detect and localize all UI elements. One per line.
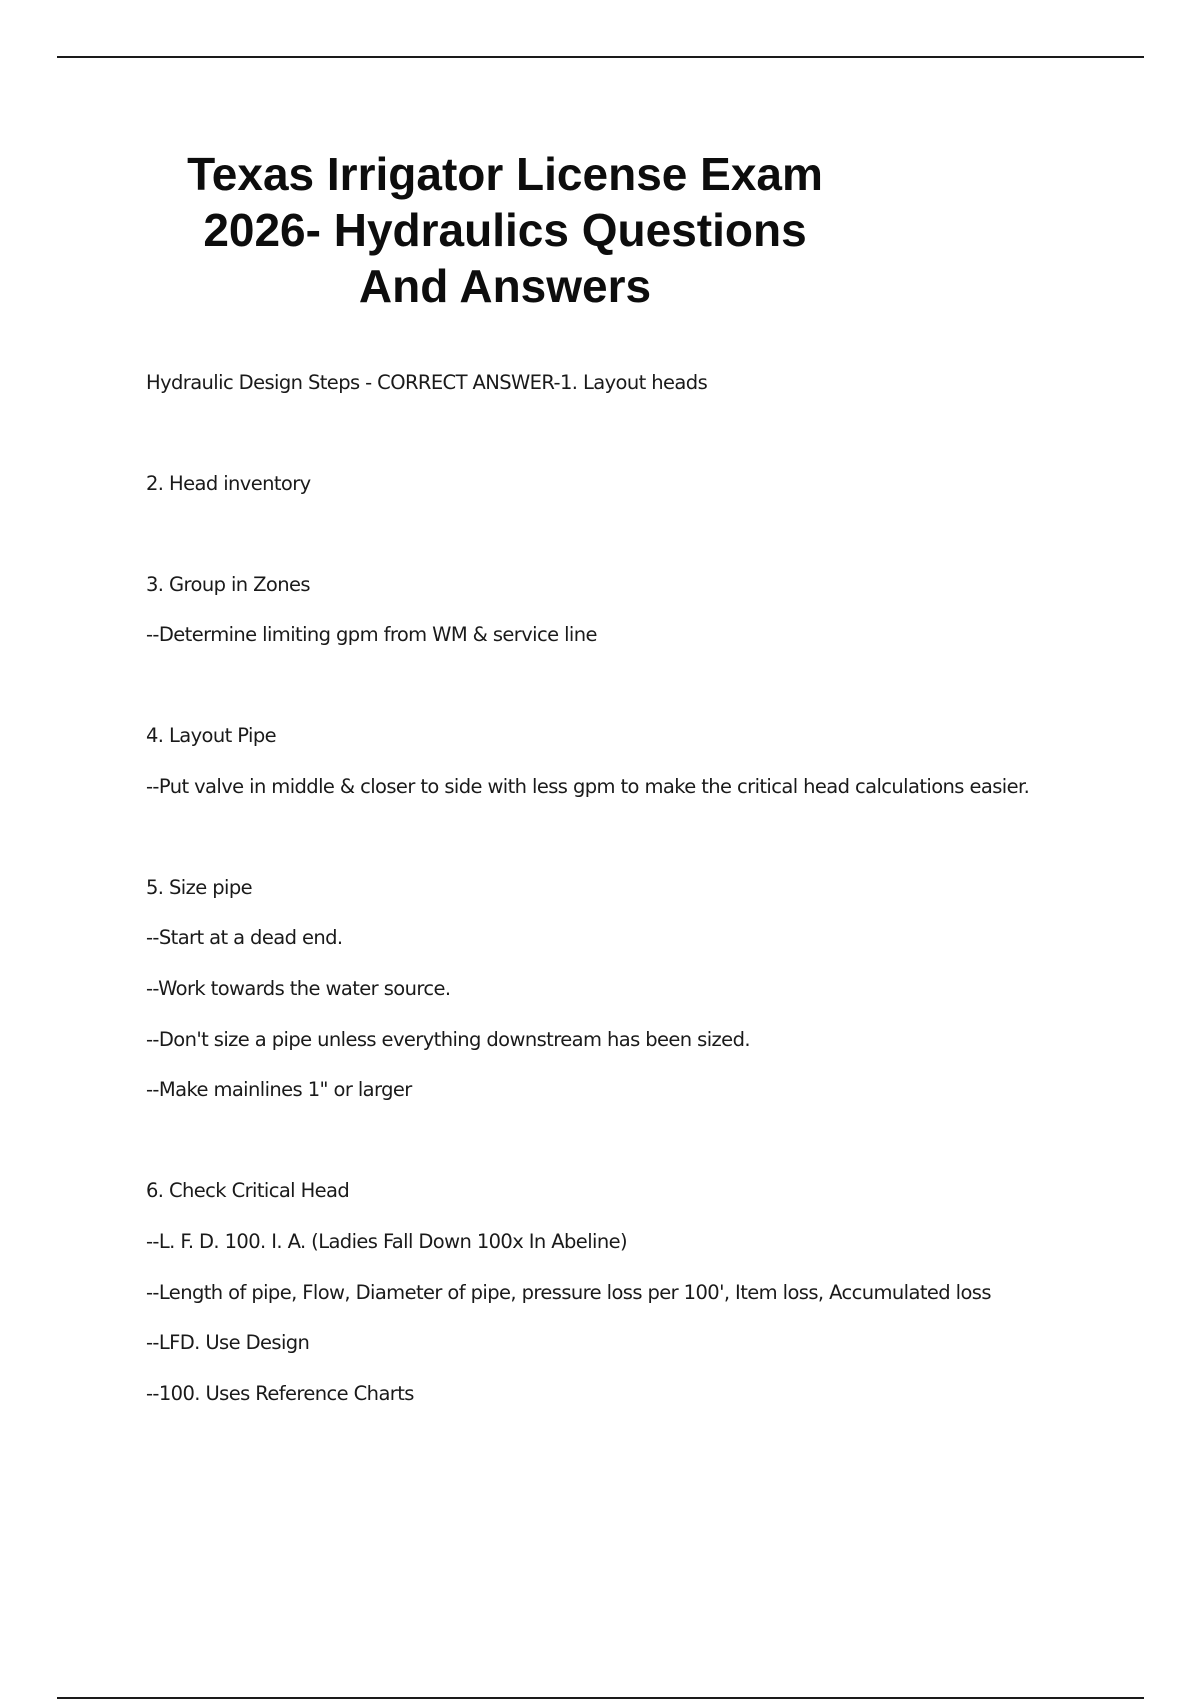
answer-note: --L. F. D. 100. I. A. (Ladies Fall Down 100x In Abeline): [146, 1230, 627, 1253]
document-title: [140, 146, 870, 314]
title-line-3: And Answers: [358, 260, 652, 312]
top-rule: [57, 56, 1144, 58]
answer-note: --Start at a dead end.: [146, 926, 343, 949]
answer-step: 5. Size pipe: [146, 876, 253, 899]
answer-step: 2. Head inventory: [146, 472, 311, 495]
answer-note: --Work towards the water source.: [146, 977, 451, 1000]
bottom-rule: [57, 1697, 1144, 1699]
answer-note: --Make mainlines 1" or larger: [146, 1078, 412, 1101]
answer-step: 3. Group in Zones: [146, 573, 310, 596]
answer-note: --Determine limiting gpm from WM & service line: [146, 623, 597, 646]
question-line: Hydraulic Design Steps - CORRECT ANSWER-1. Layout heads: [146, 371, 708, 394]
answer-note: --100. Uses Reference Charts: [146, 1382, 414, 1405]
answer-step: 6. Check Critical Head: [146, 1179, 350, 1202]
answer-note: --Put valve in middle & closer to side with less gpm to make the critical head calculations easier.: [146, 775, 1030, 798]
answer-note: --Length of pipe, Flow, Diameter of pipe, pressure loss per 100', Item loss, Accumulated loss: [146, 1281, 991, 1304]
title-line-1: Texas Irrigator License Exam: [187, 148, 823, 200]
answer-step: 4. Layout Pipe: [146, 724, 277, 747]
answer-note: --LFD. Use Design: [146, 1331, 310, 1354]
title-line-2: 2026- Hydraulics Questions: [203, 204, 807, 256]
answer-note: --Don't size a pipe unless everything downstream has been sized.: [146, 1028, 750, 1051]
